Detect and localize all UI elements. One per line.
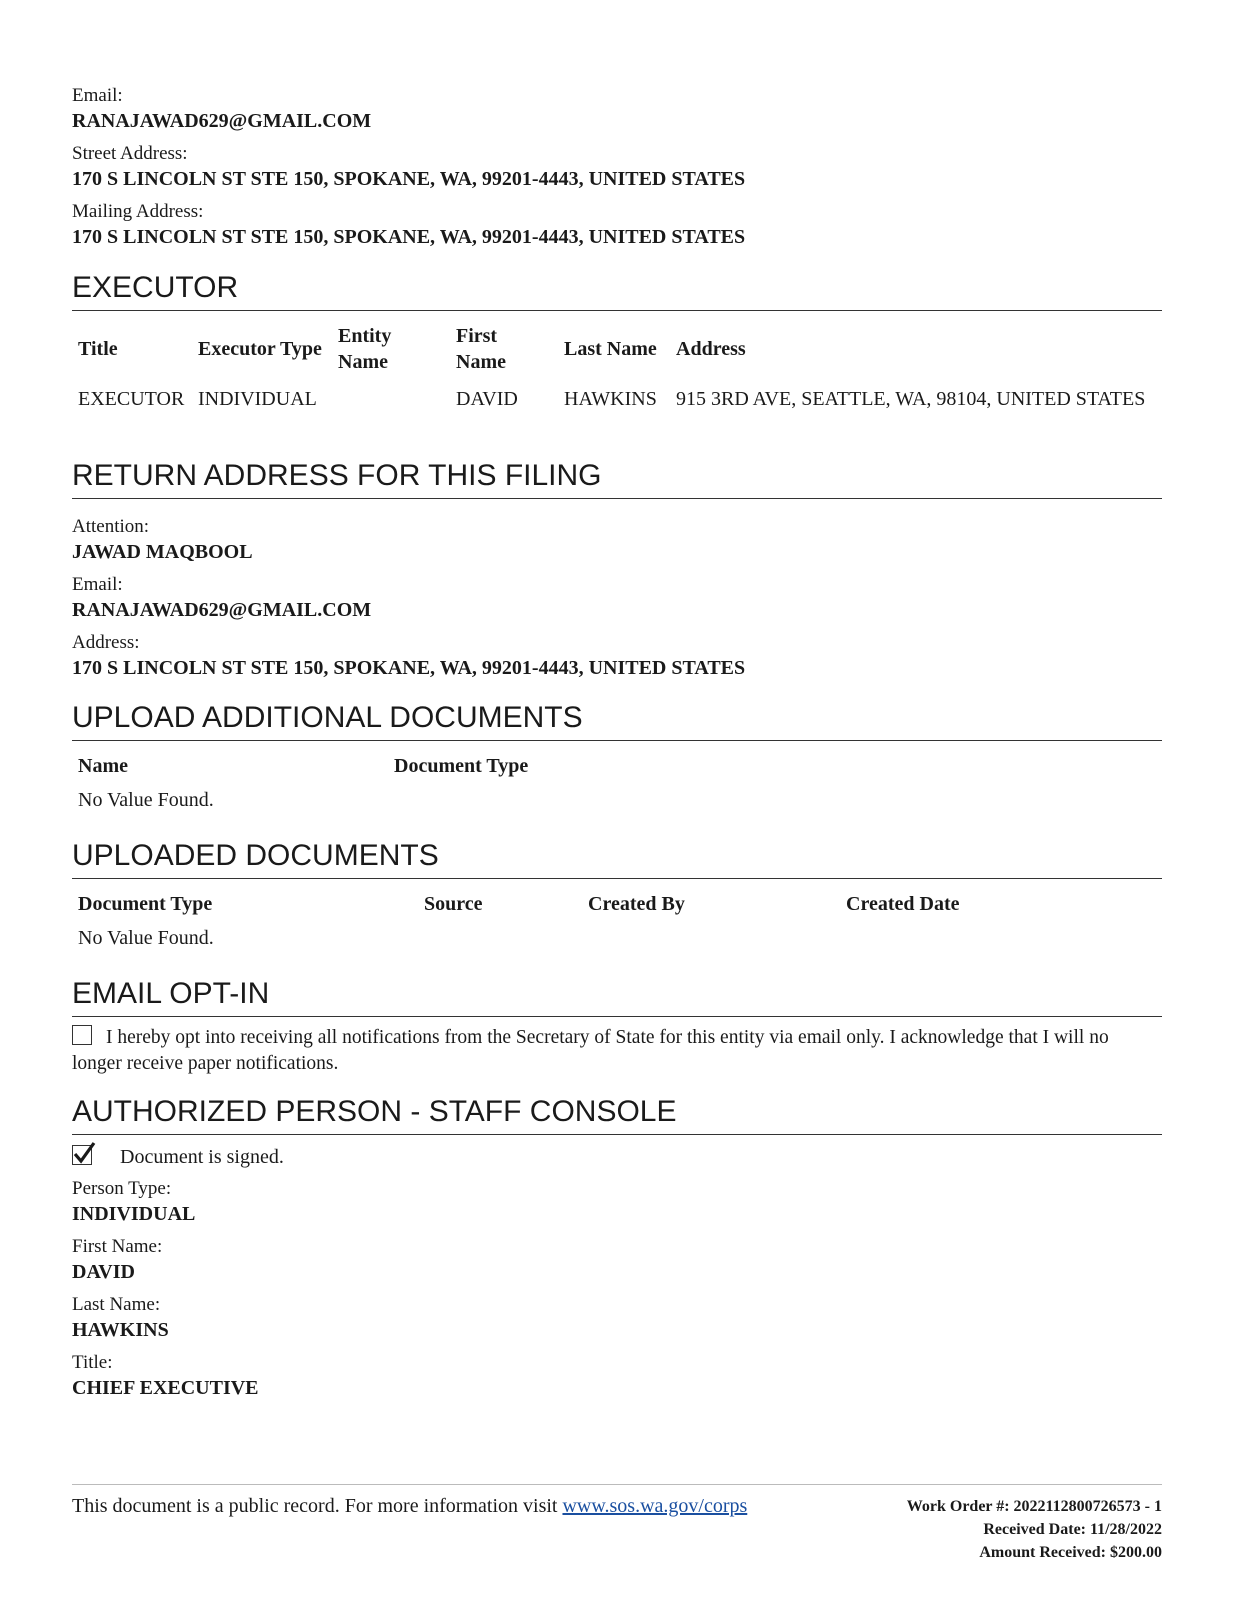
table-cell: INDIVIDUAL <box>198 388 317 410</box>
email-optin-heading: EMAIL OPT-IN <box>72 976 1162 1017</box>
col-header: Address <box>676 338 746 360</box>
page-footer <box>72 1484 1162 1561</box>
executor-heading: EXECUTOR <box>72 270 1162 311</box>
col-header: Document Type <box>78 893 213 915</box>
work-order: Work Order #: 2022112800726573 - 1 <box>906 1498 1162 1515</box>
attention-value: JAWAD MAQBOOL <box>72 541 253 563</box>
mailing-address-label: Mailing Address: <box>72 201 204 222</box>
col-header: Name <box>78 755 128 777</box>
executor-section <box>72 270 1162 418</box>
table-cell: EXECUTOR <box>78 388 185 410</box>
return-email-label: Email: <box>72 574 123 595</box>
signed-text: Document is signed. <box>120 1146 284 1168</box>
table-cell: DAVID <box>456 388 518 410</box>
optin-row <box>72 1025 1162 1077</box>
upload-additional-heading: UPLOAD ADDITIONAL DOCUMENTS <box>72 700 1162 741</box>
col-header: First Name <box>456 325 506 373</box>
table-cell: HAWKINS <box>564 388 657 410</box>
col-header: Source <box>424 893 483 915</box>
executor-header-row <box>72 317 1162 381</box>
return-address-section <box>72 458 1162 689</box>
mailing-address-value: 170 S LINCOLN ST STE 150, SPOKANE, WA, 99201-4443, UNITED STATES <box>72 226 746 248</box>
last-name-label: Last Name: <box>72 1294 161 1315</box>
email-label: Email: <box>72 85 123 106</box>
footer-text: This document is a public record. For more information visit <box>72 1495 558 1517</box>
return-address-label: Address: <box>72 632 140 653</box>
street-address-value: 170 S LINCOLN ST STE 150, SPOKANE, WA, 99201-4443, UNITED STATES <box>72 168 746 190</box>
checkmark-icon <box>72 1140 96 1166</box>
no-value-text: No Value Found. <box>78 789 214 811</box>
col-header: Entity Name <box>338 325 392 373</box>
title-value: CHIEF EXECUTIVE <box>72 1377 259 1399</box>
table-cell: 915 3RD AVE, SEATTLE, WA, 98104, UNITED STATES <box>676 388 1146 410</box>
amount-received: Amount Received: $200.00 <box>979 1544 1162 1561</box>
uploaded-documents-table <box>72 885 1162 923</box>
upload-additional-header-row <box>72 747 1162 785</box>
optin-checkbox[interactable] <box>72 1025 92 1045</box>
contact-section <box>72 84 1162 258</box>
first-name-label: First Name: <box>72 1236 163 1257</box>
title-label: Title: <box>72 1352 113 1373</box>
executor-table <box>72 317 1162 418</box>
authorized-person-section <box>72 1094 1162 1409</box>
signed-row <box>72 1145 1162 1169</box>
table-row <box>72 381 1162 418</box>
upload-additional-section <box>72 700 1162 816</box>
first-name-value: DAVID <box>72 1261 135 1283</box>
person-type-value: INDIVIDUAL <box>72 1203 196 1225</box>
uploaded-documents-section <box>72 838 1162 954</box>
footer-notice <box>72 1495 747 1518</box>
col-header: Title <box>78 338 118 360</box>
document-page <box>72 0 1162 1600</box>
col-header: Created By <box>588 893 685 915</box>
col-header: Created Date <box>846 893 960 915</box>
footer-meta <box>907 1495 1162 1564</box>
email-value: RANAJAWAD629@GMAIL.COM <box>72 110 372 132</box>
col-header: Executor Type <box>198 338 322 360</box>
no-value-text: No Value Found. <box>78 927 214 949</box>
received-date: Received Date: 11/28/2022 <box>983 1521 1162 1538</box>
uploaded-header-row <box>72 885 1162 923</box>
optin-text: I hereby opt into receiving all notifications from the Secretary of State for this entity via email only. I acknowledge that I will no longer receive paper notifications. <box>72 1027 1109 1074</box>
col-header: Document Type <box>394 755 529 777</box>
upload-additional-table <box>72 747 1162 785</box>
uploaded-documents-heading: UPLOADED DOCUMENTS <box>72 838 1162 879</box>
signed-checkbox[interactable] <box>72 1145 92 1165</box>
authorized-person-heading: AUTHORIZED PERSON - STAFF CONSOLE <box>72 1094 1162 1135</box>
return-address-heading: RETURN ADDRESS FOR THIS FILING <box>72 458 1162 499</box>
last-name-value: HAWKINS <box>72 1319 169 1341</box>
return-email-value: RANAJAWAD629@GMAIL.COM <box>72 599 372 621</box>
email-optin-section <box>72 976 1162 1077</box>
col-header: Last Name <box>564 338 657 360</box>
street-address-label: Street Address: <box>72 143 188 164</box>
return-address-value: 170 S LINCOLN ST STE 150, SPOKANE, WA, 99201-4443, UNITED STATES <box>72 657 746 679</box>
person-type-label: Person Type: <box>72 1178 172 1199</box>
sos-link[interactable]: www.sos.wa.gov/corps <box>562 1495 748 1517</box>
attention-label: Attention: <box>72 516 150 537</box>
table-cell <box>332 381 450 418</box>
